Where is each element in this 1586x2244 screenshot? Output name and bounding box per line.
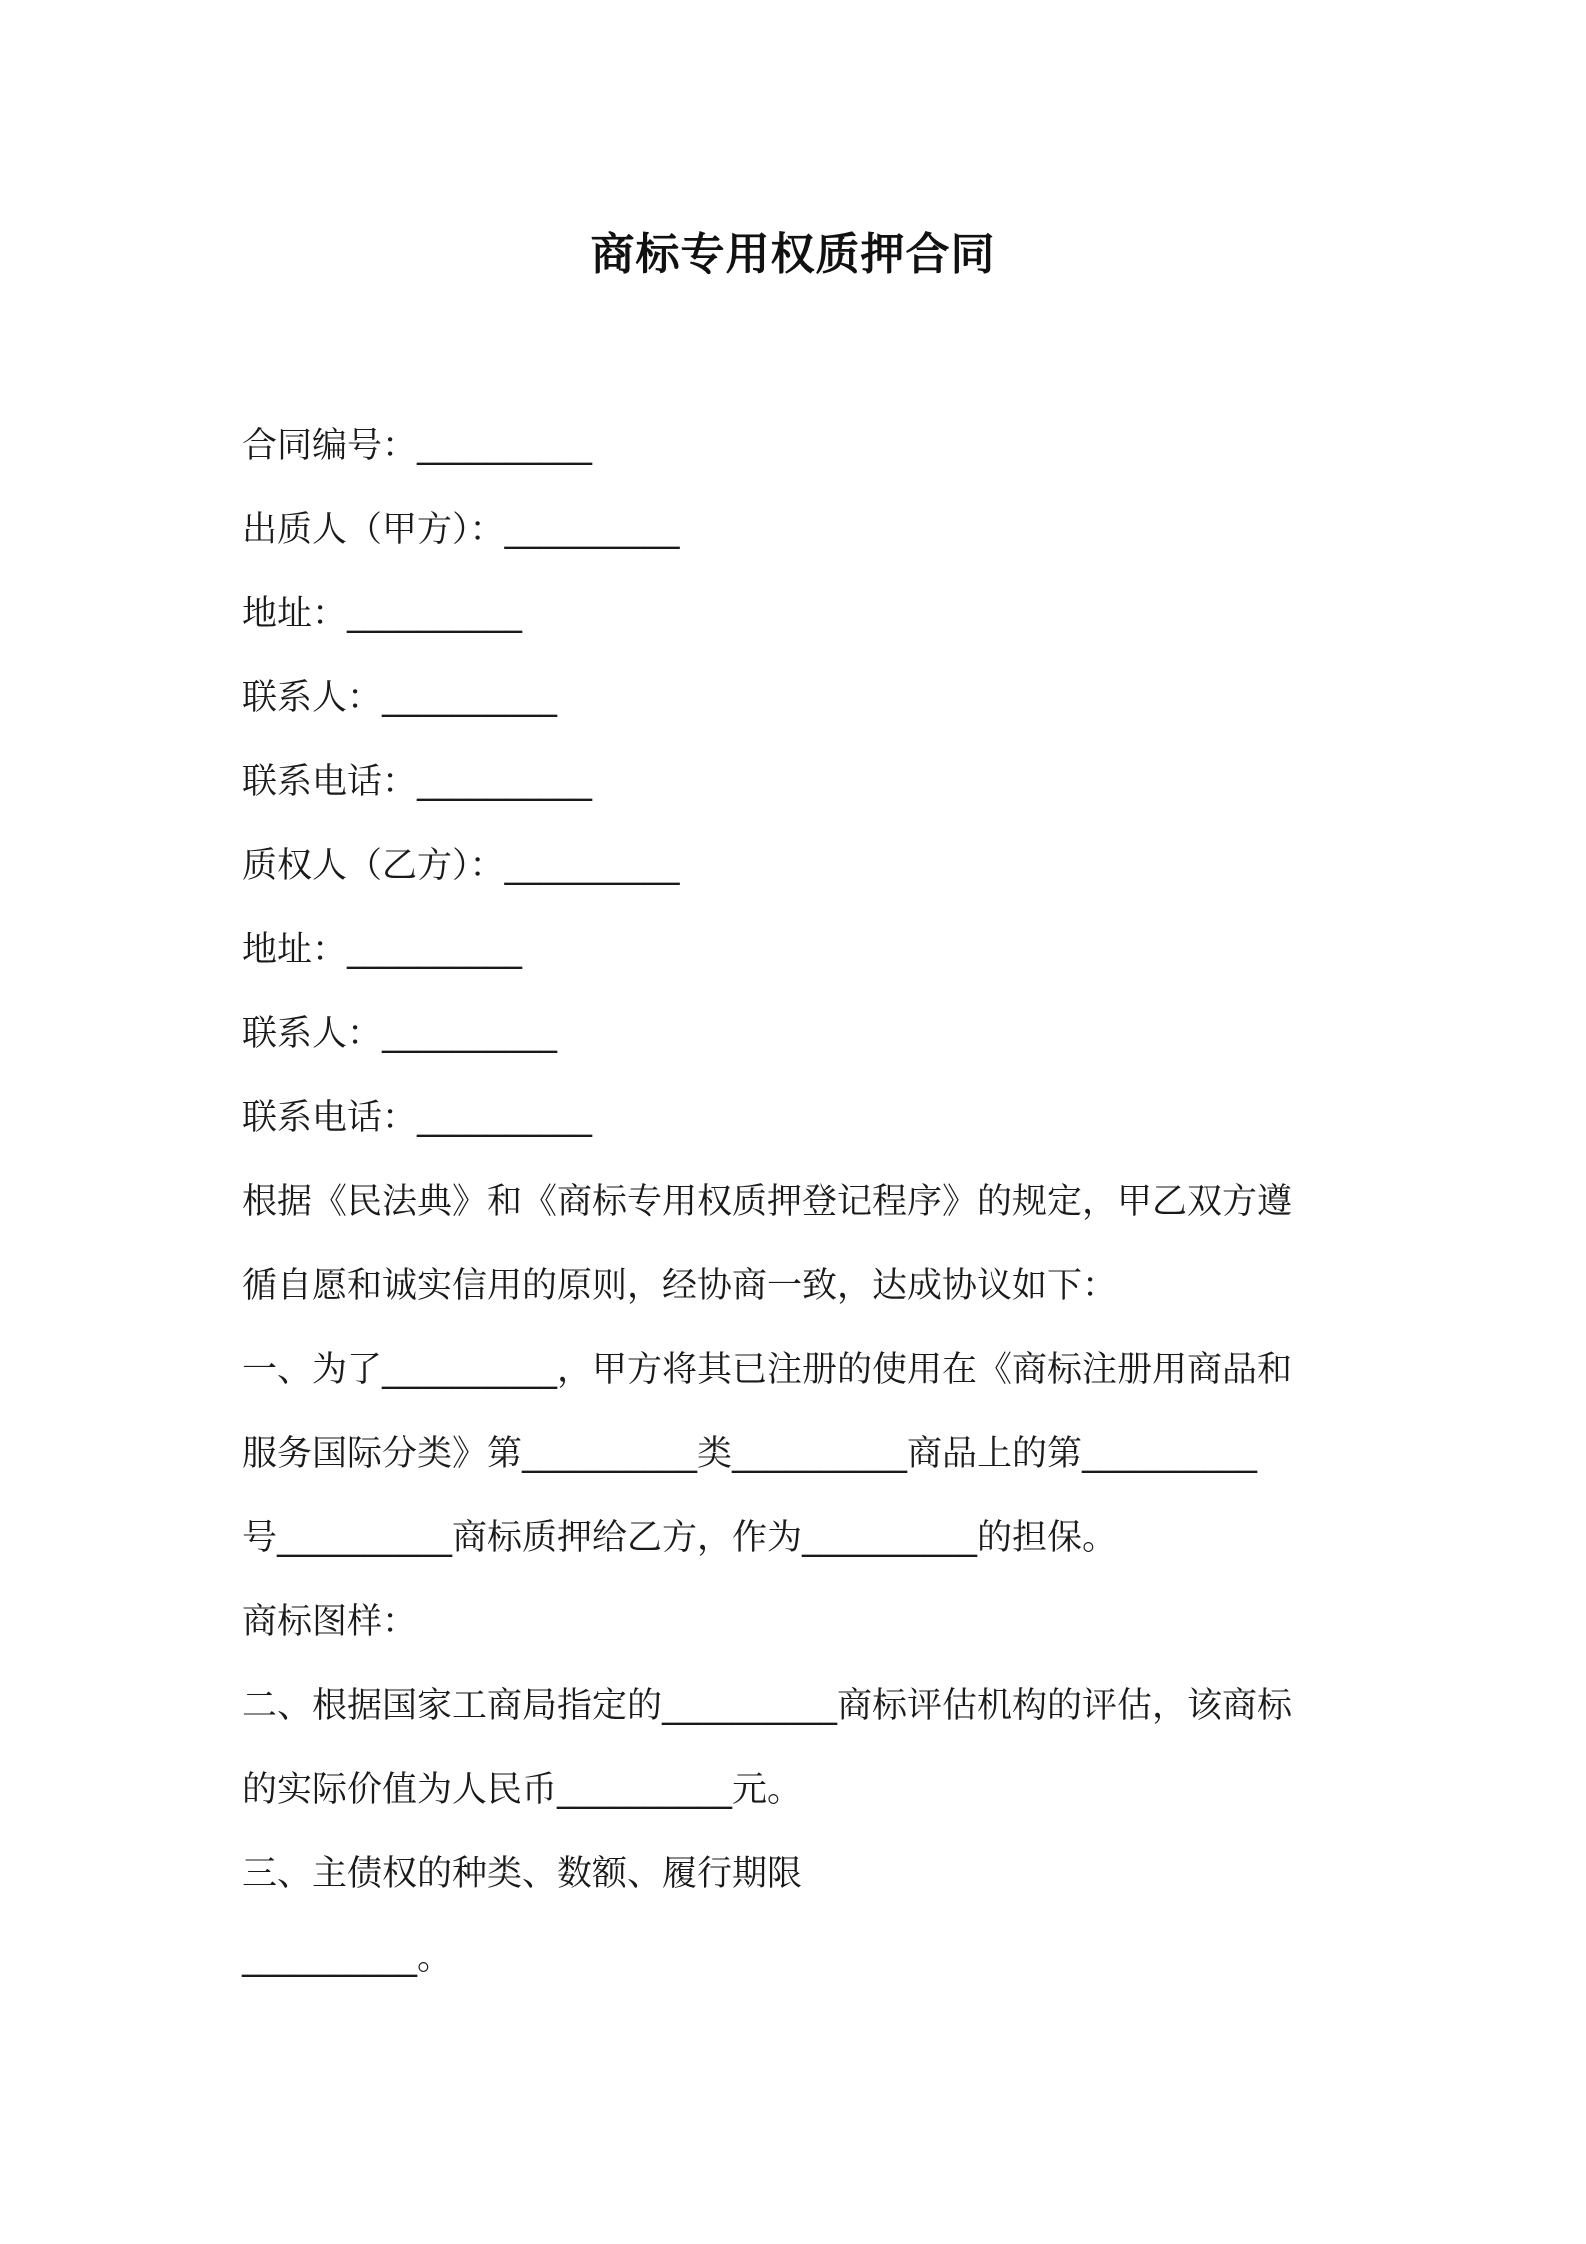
field-contract-number: 合同编号：__________ bbox=[242, 426, 593, 466]
clause-3-heading: 三、主债权的种类、数额、履行期限 bbox=[242, 1854, 803, 1894]
document-body bbox=[242, 404, 1362, 2000]
preamble-line: 根据《民法典》和《商标专用权质押登记程序》的规定，甲乙双方遵 bbox=[242, 1182, 1293, 1222]
clause-1-line: 一、为了__________，甲方将其已注册的使用在《商标注册用商品和 bbox=[242, 1350, 1293, 1390]
field-pledgor-contact: 联系人：__________ bbox=[242, 678, 558, 718]
clause-1-line: 服务国际分类》第__________类__________商品上的第__________ bbox=[242, 1434, 1258, 1474]
clause-2-line: 二、根据国家工商局指定的__________商标评估机构的评估，该商标 bbox=[242, 1686, 1293, 1726]
preamble-line: 循自愿和诚实信用的原则，经协商一致，达成协议如下： bbox=[242, 1266, 1118, 1306]
field-pledgee-phone: 联系电话：__________ bbox=[242, 1098, 593, 1138]
field-pledgor-address: 地址：__________ bbox=[242, 594, 523, 634]
field-pledgee: 质权人（乙方）：__________ bbox=[242, 846, 680, 886]
clause-3-blank: __________。 bbox=[242, 1938, 453, 1978]
field-pledgee-contact: 联系人：__________ bbox=[242, 1014, 558, 1054]
document-title: 商标专用权质押合同 bbox=[590, 229, 996, 280]
clause-1-line: 号__________商标质押给乙方，作为__________的担保。 bbox=[242, 1518, 1118, 1558]
clause-2-line: 的实际价值为人民币__________元。 bbox=[242, 1770, 803, 1810]
field-pledgor: 出质人（甲方）：__________ bbox=[242, 510, 680, 550]
trademark-sample-label: 商标图样： bbox=[242, 1602, 418, 1642]
field-pledgor-phone: 联系电话：__________ bbox=[242, 762, 593, 802]
field-pledgee-address: 地址：__________ bbox=[242, 930, 523, 970]
